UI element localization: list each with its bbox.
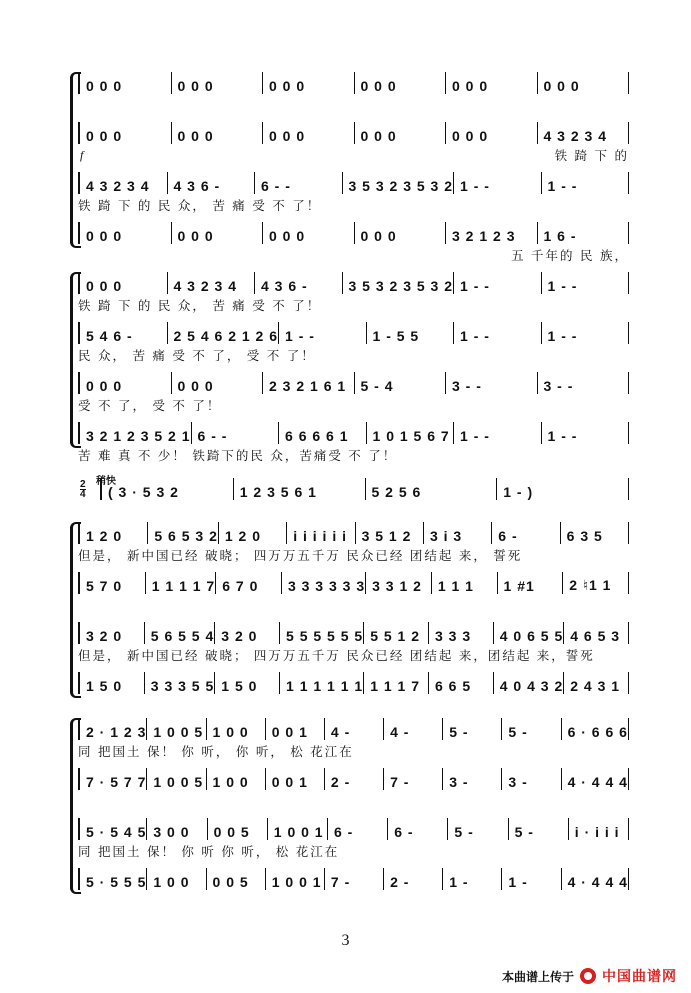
tempo-marking: 稍快 xyxy=(96,476,116,487)
measure: 1 2 0 xyxy=(78,522,147,544)
lyrics-row xyxy=(78,696,629,712)
measure: 0 0 0 xyxy=(171,372,263,394)
measure: 4 · 4 4 4 xyxy=(561,768,629,790)
footer xyxy=(502,966,677,986)
measure: 4 3 2 3 4 xyxy=(78,172,167,194)
measure: 5 6 5 3 2 xyxy=(147,522,218,544)
lyrics-row: 受 不 了， 受 不 了！ xyxy=(78,399,222,413)
note-row xyxy=(78,868,629,890)
staff-line xyxy=(0,478,691,508)
staff-line xyxy=(0,222,691,263)
measure: 6 - - xyxy=(254,172,342,194)
measure: 0 0 0 xyxy=(171,72,263,94)
site-logo-text[interactable]: 中国曲谱网 xyxy=(602,968,677,984)
measure: 1 1 1 xyxy=(431,572,497,594)
measure: 6 - xyxy=(491,522,559,544)
measure: 3 5 3 2 3 5 3 2 xyxy=(342,272,454,294)
score-system xyxy=(0,522,691,722)
measure: 6 6 5 xyxy=(428,672,493,694)
lyrics-row xyxy=(78,146,629,162)
staff-line xyxy=(0,172,691,213)
measure: 2 · 1 2 3 xyxy=(78,718,146,740)
measure: i · i i i xyxy=(568,818,629,840)
staff-line xyxy=(0,522,691,563)
staff-line xyxy=(0,72,691,102)
measure: 0 0 0 xyxy=(262,122,354,144)
measure: 3 - xyxy=(442,768,501,790)
note-row xyxy=(78,572,629,594)
measure: 1 - - xyxy=(541,172,630,194)
measure: 0 0 0 xyxy=(171,122,263,144)
measure: 7 - xyxy=(324,868,383,890)
measure: 0 0 0 xyxy=(78,272,167,294)
measure: 1 - - xyxy=(541,422,630,444)
measure: 3 2 1 2 3 5 2 1 xyxy=(78,422,191,444)
measure: 1 1 1 7 xyxy=(363,672,428,694)
staff-line xyxy=(0,672,691,702)
score-system xyxy=(0,72,691,272)
measure: 3 i 3 xyxy=(423,522,491,544)
footer-text: 本曲谱上传于 xyxy=(501,969,574,984)
note-row xyxy=(78,818,629,840)
staff-line xyxy=(0,322,691,363)
lyrics-row: 同 把国土 保！ 你 听 你 听， 松 花江在 xyxy=(78,845,340,859)
measure: 1 - 5 5 xyxy=(366,322,454,344)
measure: 0 0 0 xyxy=(171,222,263,244)
measure: 0 0 0 xyxy=(78,372,171,394)
measure: 6 6 6 6 1 xyxy=(278,422,366,444)
measure: 1 - - xyxy=(453,422,541,444)
measure: 3 3 3 3 3 3 xyxy=(281,572,365,594)
measure: 1 - ) xyxy=(496,478,629,500)
dynamic-marking: f xyxy=(80,148,84,162)
measure: 0 0 0 xyxy=(445,72,537,94)
measure: 1 - - xyxy=(453,322,541,344)
measure: 4 0 6 5 5 xyxy=(493,622,564,644)
measure: 3 5 3 2 3 5 3 2 xyxy=(342,172,454,194)
lyrics-row xyxy=(78,502,629,518)
lyrics-row xyxy=(78,792,629,808)
measure: 2 5 4 6 2 1 2 6 xyxy=(167,322,279,344)
measure: 1 - xyxy=(442,868,501,890)
measure: 1 0 0 5 xyxy=(146,718,205,740)
measure: 4 3 2 3 4 xyxy=(167,272,255,294)
measure: 3 2 0 xyxy=(214,622,279,644)
note-row xyxy=(78,422,629,444)
measure: 2 - xyxy=(383,868,442,890)
measure: 4 3 2 3 4 xyxy=(537,122,630,144)
lyrics-row-right: 五 千年的 民 族， xyxy=(511,249,629,263)
staff-line xyxy=(0,372,691,413)
page-number: 3 xyxy=(341,932,350,949)
measure: 1 #1 xyxy=(497,572,563,594)
measure: 4 3 6 - xyxy=(254,272,342,294)
staff-line xyxy=(0,768,691,798)
measure: 0 0 0 xyxy=(262,222,354,244)
measure: 1 1 1 1 1 1 xyxy=(279,672,363,694)
measure: 2 3 2 1 6 1 xyxy=(262,372,354,394)
measure: 0 0 0 xyxy=(78,72,171,94)
measure: 5 - xyxy=(442,718,501,740)
score-system xyxy=(0,718,691,918)
note-row xyxy=(78,272,629,294)
lyrics-row xyxy=(78,892,629,908)
measure: 2 - xyxy=(324,768,383,790)
measure: 0 0 1 xyxy=(265,718,324,740)
lyrics-row: 但是， 新中国已经 破晓； 四万万五千万 民众已经 团结起 来，团结起 来，誓死 xyxy=(78,649,595,663)
measure: 1 - - xyxy=(541,322,630,344)
score-system xyxy=(0,272,691,472)
staff-line xyxy=(0,818,691,859)
measure: 1 5 0 xyxy=(78,672,144,694)
measure: i i i i i i xyxy=(286,522,354,544)
measure: 1 - - xyxy=(541,272,630,294)
measure: 0 0 5 xyxy=(207,818,267,840)
measure: 2 4 3 1 xyxy=(563,672,629,694)
measure: 0 0 0 xyxy=(78,222,171,244)
measure: 6 - xyxy=(327,818,387,840)
measure: ( 3 · 5 3 2 xyxy=(100,478,233,500)
measure: 1 5 0 xyxy=(214,672,279,694)
measure: 0 0 0 xyxy=(445,122,537,144)
measure: 1 - - xyxy=(453,172,541,194)
note-row xyxy=(78,718,629,740)
measure: 3 2 1 2 3 xyxy=(445,222,537,244)
measure: 6 3 5 xyxy=(560,522,629,544)
measure: 3 3 1 2 xyxy=(365,572,431,594)
staff-line xyxy=(0,272,691,313)
measure: 6 · 6 6 6 xyxy=(561,718,629,740)
measure: 7 · 5 7 7 xyxy=(78,768,146,790)
measure: 0 0 5 xyxy=(206,868,265,890)
staff-line xyxy=(0,122,691,163)
measure: 3 - - xyxy=(537,372,630,394)
measure: 5 5 5 5 5 5 xyxy=(279,622,363,644)
measure: 0 0 1 xyxy=(265,768,324,790)
staff-line xyxy=(0,422,691,463)
measure: 3 3 3 5 5 xyxy=(144,672,215,694)
measure: 3 - xyxy=(501,768,560,790)
measure: 3 3 3 xyxy=(428,622,493,644)
staff-line xyxy=(0,868,691,898)
measure: 0 0 0 xyxy=(537,72,630,94)
lyrics-row: 同 把国土 保！ 你 听， 你 听， 松 花江在 xyxy=(78,745,354,759)
measure: 1 0 0 5 xyxy=(146,768,205,790)
measure: 5 6 5 5 4 xyxy=(144,622,215,644)
note-row xyxy=(78,672,629,694)
note-row xyxy=(100,478,629,500)
measure: 2 ♮1 1 xyxy=(562,572,629,594)
measure: 1 2 3 5 6 1 xyxy=(233,478,365,500)
measure: 1 1 1 1 7 xyxy=(145,572,216,594)
measure: 4 - xyxy=(383,718,442,740)
staff-line xyxy=(0,572,691,602)
lyrics-row-right: 铁 踦 下 的 xyxy=(554,149,629,163)
measure: 5 · 5 5 5 xyxy=(78,868,146,890)
measure: 1 2 0 xyxy=(218,522,286,544)
measure: 1 0 0 xyxy=(206,768,265,790)
measure: 5 - 4 xyxy=(354,372,446,394)
measure: 3 - - xyxy=(445,372,537,394)
measure: 5 4 6 - xyxy=(78,322,167,344)
measure: 1 6 - xyxy=(537,222,630,244)
measure: 3 0 0 xyxy=(146,818,206,840)
note-row xyxy=(78,172,629,194)
lyrics-row xyxy=(78,596,629,612)
measure: 1 0 0 xyxy=(206,718,265,740)
lyrics-row xyxy=(78,96,629,112)
lyrics-row: 民 众， 苦 痛 受 不 了， 受 不 了！ xyxy=(78,349,316,363)
note-row xyxy=(78,72,629,94)
measure: 0 0 0 xyxy=(262,72,354,94)
measure: 1 0 0 1 xyxy=(265,868,324,890)
site-logo-icon[interactable] xyxy=(580,968,596,984)
measure: 0 0 0 xyxy=(354,222,446,244)
lyrics-row: 但是， 新中国已经 破晓； 四万万五千万 民众已经 团结起 来， 誓死 xyxy=(78,549,523,563)
lyrics-row: 铁 踦 下 的 民 众， 苦 痛 受 不 了！ xyxy=(78,299,322,313)
measure: 0 0 0 xyxy=(354,72,446,94)
measure: 4 0 4 3 2 xyxy=(493,672,564,694)
measure: 5 7 0 xyxy=(78,572,145,594)
staff-line xyxy=(0,622,691,663)
measure: 5 2 5 6 xyxy=(365,478,497,500)
measure: 1 - xyxy=(501,868,560,890)
note-row xyxy=(78,522,629,544)
measure: 0 0 0 xyxy=(78,122,171,144)
measure: 6 - - xyxy=(191,422,279,444)
note-row xyxy=(78,322,629,344)
note-row xyxy=(78,122,629,144)
measure: 4 6 5 3 xyxy=(563,622,629,644)
measure: 4 3 6 - xyxy=(167,172,255,194)
measure: 5 5 1 2 xyxy=(363,622,428,644)
score-system xyxy=(0,478,691,528)
measure: 6 - xyxy=(387,818,447,840)
note-row xyxy=(78,622,629,644)
measure: 1 0 0 xyxy=(146,868,205,890)
measure: 5 · 5 4 5 xyxy=(78,818,146,840)
measure: 5 - xyxy=(447,818,507,840)
measure: 1 - - xyxy=(278,322,366,344)
lyrics-row: 铁 踦 下 的 民 众， 苦 痛 受 不 了！ xyxy=(78,199,322,213)
note-row xyxy=(78,372,629,394)
note-row xyxy=(78,768,629,790)
measure: 0 0 0 xyxy=(354,122,446,144)
measure: 3 5 1 2 xyxy=(355,522,423,544)
measure: 1 - - xyxy=(453,272,541,294)
measure: 4 · 4 4 4 xyxy=(561,868,629,890)
note-row xyxy=(78,222,629,244)
measure: 6 7 0 xyxy=(215,572,281,594)
lyrics-row: 苦 难 真 不 少！ 铁踦下的民 众，苦痛受 不 了！ xyxy=(78,449,398,463)
time-signature-bottom: 4 xyxy=(80,489,86,500)
measure: 5 - xyxy=(508,818,568,840)
measure: 4 - xyxy=(324,718,383,740)
measure: 1 0 1 5 6 7 xyxy=(366,422,454,444)
measure: 5 - xyxy=(501,718,560,740)
measure: 7 - xyxy=(383,768,442,790)
time-signature-top: 2 xyxy=(80,479,86,490)
measure: 3 2 0 xyxy=(78,622,144,644)
measure: 1 0 0 1 xyxy=(267,818,327,840)
staff-line xyxy=(0,718,691,759)
